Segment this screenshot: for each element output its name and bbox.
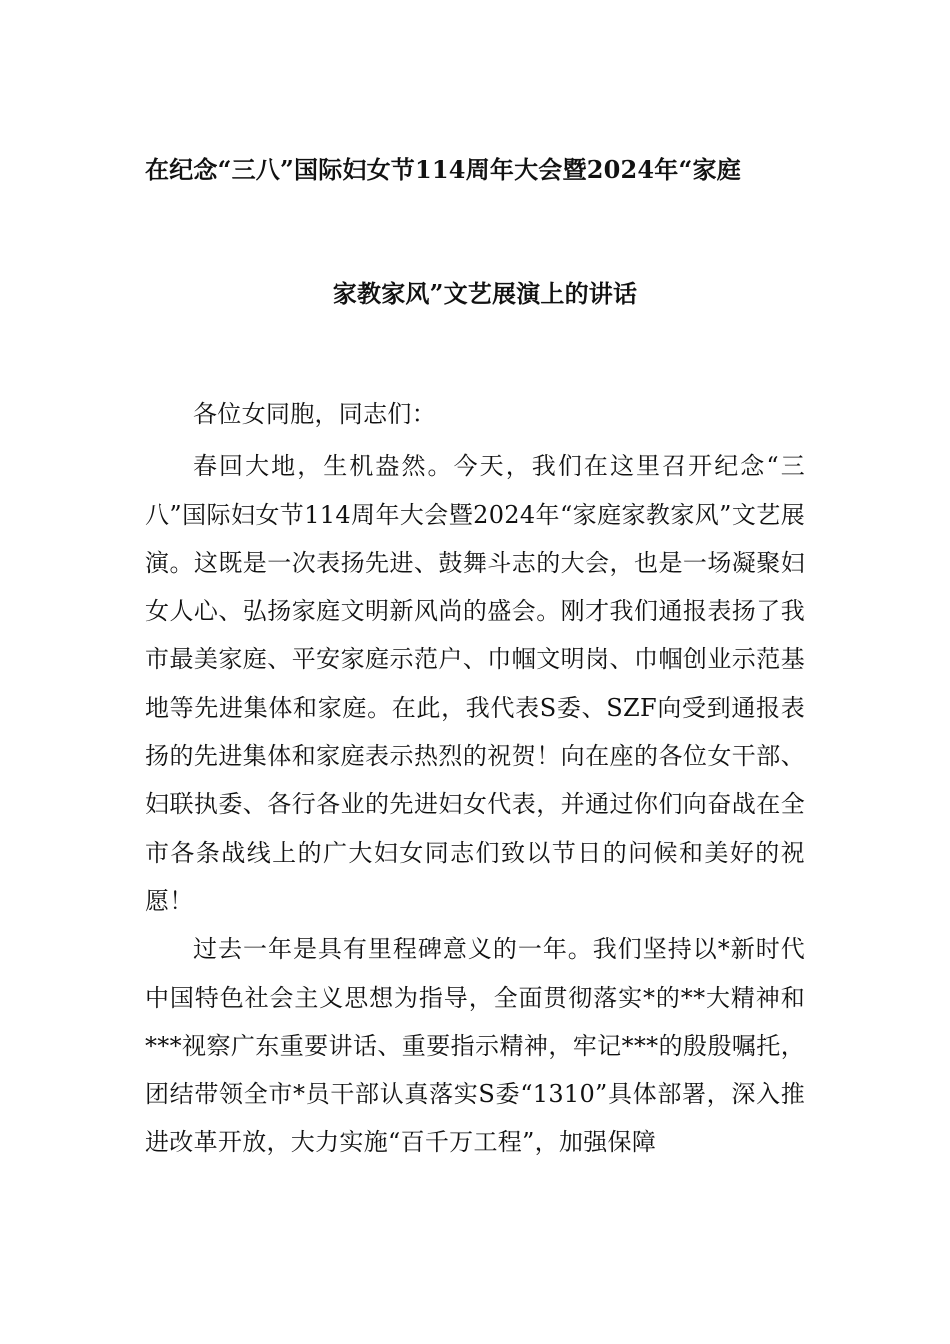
document-body (145, 390, 805, 1167)
paragraph-1: 春回大地，生机盎然。今天，我们在这里召开纪念“三八”国际妇女节114周年大会暨2024年“家庭家教家风”文艺展演。这既是一次表扬先进、鼓舞斗志的大会，也是一场凝聚妇女人心、弘扬家庭文明新风尚的盛会。刚才我们通报表扬了我市最美家庭、平安家庭示范户、巾帼文明岗、巾帼创业示范基地等先进集体和家庭。在此，我代表S委、SZF向受到通报表扬的先进集体和家庭表示热烈的祝贺！向在座的各位女干部、妇联执委、各行各业的先进妇女代表，并通过你们向奋战在全市各条战线上的广大妇女同志们致以节日的问候和美好的祝愿！ (145, 452, 805, 915)
title-line-2: 家教家风”文艺展演上的讲话 (332, 279, 638, 308)
title-line-1: 在纪念“三八”国际妇女节114周年大会暨2024年“家庭 (145, 155, 741, 184)
paragraph-2: 过去一年是具有里程碑意义的一年。我们坚持以*新时代中国特色社会主义思想为指导，全面贯彻落实*的**大精神和***视察广东重要讲话、重要指示精神，牢记***的殷殷嘱托，团结带领全市*员干部认真落实S委“1310”具体部署，深入推进改革开放，大力实施“百千万工程”，加强保障 (145, 935, 805, 1157)
document-title (145, 155, 805, 308)
salutation: 各位女同胞，同志们： (193, 400, 436, 428)
